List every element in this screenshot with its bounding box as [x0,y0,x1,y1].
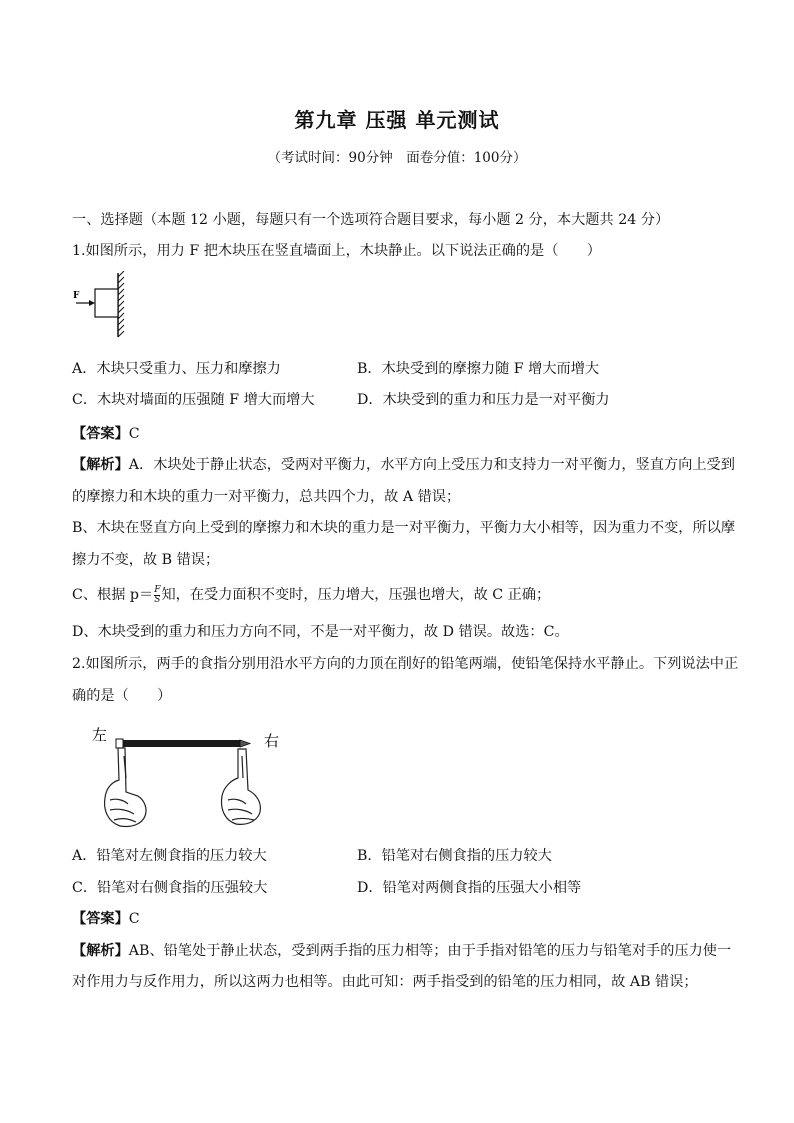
q2-pencil-fingers-figure [88,720,288,835]
answer-value: C [128,911,140,927]
pencil [116,739,250,748]
right-hand [222,749,261,824]
exam-info: （考试时间：90分钟 面卷分值：100分） [267,150,527,166]
answer-value: C [128,426,140,442]
q2-stem-line-1: 2.如图所示，两手的食指分别用沿水平方向的力顶在削好的铅笔两端，使铅笔保持水平静止。下列说法中正 [72,656,739,672]
q2-analysis-line-2: 对作用力与反作用力，所以这两力也相等。由此可知：两手指受到的铅笔的压力相同，故 AB 错误； [72,974,698,990]
q1-analysis-line-1: 【解析】A．木块处于静止状态，受两对平衡力，水平方向上受压力和支持力一对平衡力，竖直方向上受到 [72,457,735,473]
wall-hatching [118,271,124,337]
pressure-formula: $\frac{F}{S}$ [154,584,161,605]
left-label: 左 [92,726,108,744]
q2-stem-line-2: 确的是（ ） [72,688,172,704]
q1-analysis-line-4: 擦力不变，故 B 错误； [72,552,220,568]
section-heading: 一、选择题（本题 12 小题，每题只有一个选项符合题目要求，每小题 2 分，本大题共 24 分） [72,212,670,228]
q1-option-c: C．木块对墙面的压强随 F 增大而增大 [72,392,315,408]
q1-option-d: D．木块受到的重力和压力是一对平衡力 [357,392,610,408]
right-label: 右 [264,732,280,750]
q2-option-d: D．铅笔对两侧食指的压强大小相等 [357,880,582,896]
q2-answer [72,908,732,928]
page-title: 第九章 压强 单元测试 [294,108,500,132]
q1-analysis-line-5: C、根据 p＝ $\frac{F}{S}$ 知，在受力面积不变时，压力增大，压强也增大，故 C 正确； [72,584,551,605]
q2-analysis-line-1: 【解析】AB、铅笔处于静止状态，受到两手指的压力相等；由于手指对铅笔的压力与铅笔对手的压力使一 [72,943,732,959]
q1-analysis-line-6: D、木块受到的重力和压力方向不同，不是一对平衡力，故 D 错误。故选：C。 [72,624,569,640]
analysis-tag: 【解析】 [72,943,129,959]
left-hand [105,748,146,827]
q2-option-a: A．铅笔对左侧食指的压力较大 [72,848,267,864]
q1-analysis-line-2: 的摩擦力和木块的重力一对平衡力，总共四个力，故 A 错误； [72,489,461,505]
q1-block-wall-figure [72,271,132,341]
q1-analysis-line-3: B、木块在竖直方向上受到的摩擦力和木块的重力是一对平衡力，平衡力大小相等，因为重力不变，所以摩 [72,520,736,536]
q2-option-b: B．铅笔对右侧食指的压力较大 [357,848,552,864]
q1-stem: 1.如图所示，用力 F 把木块压在竖直墙面上，木块静止。以下说法正确的是（ ） [72,243,601,259]
answer-tag: 【答案】 [72,426,129,442]
analysis-tag: 【解析】 [72,457,129,473]
q1-option-b: B．木块受到的摩擦力随 F 增大而增大 [357,361,600,377]
q1-answer [72,423,732,443]
force-label: F [73,291,80,301]
wood-block [95,289,118,317]
answer-tag: 【答案】 [72,911,129,927]
q1-option-a: A．木块只受重力、压力和摩擦力 [72,361,281,377]
q2-option-c: C．铅笔对右侧食指的压强较大 [72,880,268,896]
